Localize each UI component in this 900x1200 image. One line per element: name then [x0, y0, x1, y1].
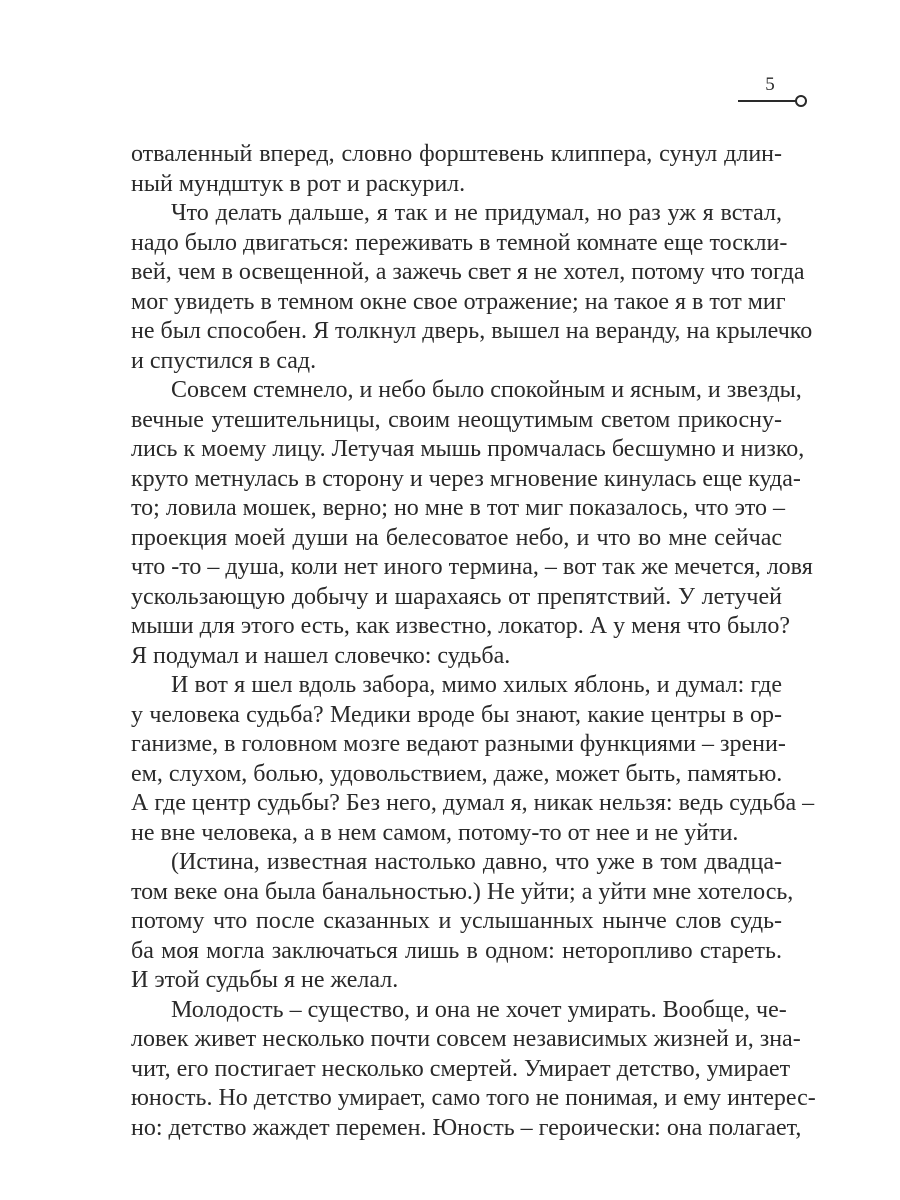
page-number-rule: [738, 100, 796, 102]
text-line: отваленный вперед, словно форштевень клиппера, сунул длин-: [131, 141, 782, 167]
text-line: Молодость – существо, и она не хочет умирать. Вообще, че-: [171, 996, 787, 1023]
text-line: но: детство жаждет перемен. Юность – героически: она полагает,: [131, 1114, 802, 1141]
text-line: ем, слухом, болью, удовольствием, даже, может быть, памятью.: [131, 760, 783, 787]
text-line: надо было двигаться: переживать в темной комнате еще тоскли-: [131, 229, 788, 256]
text-line: не был способен. Я толкнул дверь, вышел на веранду, на крылечко: [131, 318, 813, 344]
paragraph: [131, 376, 813, 671]
text-line: Я подумал и нашел словечко: судьба.: [131, 642, 511, 669]
text-line: Совсем стемнело, и небо было спокойным и ясным, и звезды,: [171, 377, 802, 403]
text-line: вечные утешительницы, своим неощутимым светом прикосну-: [131, 406, 782, 433]
text-line: проекция моей души на белесоватое небо, и что во мне сейчас: [131, 524, 782, 551]
text-line: мог увидеть в темном окне свое отражение; на такое я в тот миг: [131, 288, 786, 315]
text-line: чит, его постигает несколько смертей. Умирает детство, умирает: [131, 1055, 791, 1082]
text-line: круто метнулась в сторону и через мгновение кинулась еще куда-: [131, 465, 801, 492]
text-line: ба моя могла заключаться лишь в одном: неторопливо стареть.: [131, 937, 782, 964]
paragraph: [131, 199, 813, 376]
text-line: что -то – душа, коли нет иного термина, – вот так же мечется, ловя: [131, 554, 813, 580]
text-line: вей, чем в освещенной, а зажечь свет я не хотел, потому что тогда: [131, 259, 805, 285]
paragraph: [131, 140, 782, 199]
text-line: (Истина, известная настолько давно, что уже в том двадца-: [171, 849, 782, 875]
text-line: И этой судьбы я не желал.: [131, 967, 399, 993]
text-line: мыши для этого есть, как известно, локатор. А у меня что было?: [131, 613, 791, 639]
text-line: и спустился в сад.: [131, 347, 317, 374]
text-line: ганизме, в головном мозге ведают разными функциями – зрени-: [131, 731, 786, 757]
text-line: ловек живет несколько почти совсем независимых жизней и, зна-: [131, 1026, 801, 1052]
text-line: лись к моему лицу. Летучая мышь промчалась бесшумно и низко,: [131, 436, 805, 462]
text-line: А где центр судьбы? Без него, думал я, никак нельзя: ведь судьба –: [131, 790, 815, 816]
text-line: у человека судьба? Медики вроде бы знают, какие центры в ор-: [131, 701, 782, 728]
text-line: потому что после сказанных и услышанных нынче слов судь-: [131, 908, 782, 934]
page-number: 5: [765, 74, 775, 95]
text-line: то; ловила мошек, верно; но мне в тот миг показалось, что это –: [131, 495, 786, 521]
paragraph: [131, 848, 794, 996]
text-line: не вне человека, а в нем самом, потому-то от нее и не уйти.: [131, 819, 739, 846]
text-line: ускользающую добычу и шарахаясь от препятствий. У летучей: [131, 583, 782, 610]
text-line: юность. Но детство умирает, само того не понимая, и ему интерес-: [131, 1085, 816, 1111]
text-line: Что делать дальше, я так и не придумал, но раз уж я встал,: [171, 200, 782, 226]
text-body: [131, 140, 816, 1143]
text-line: ный мундштук в рот и раскурил.: [131, 170, 466, 197]
text-line: И вот я шел вдоль забора, мимо хилых яблонь, и думал: где: [171, 672, 782, 698]
paragraph: [131, 996, 816, 1144]
text-line: том веке она была банальностью.) Не уйти; а уйти мне хотелось,: [131, 878, 794, 905]
page-number-dot: [795, 95, 807, 107]
paragraph: [131, 671, 815, 848]
